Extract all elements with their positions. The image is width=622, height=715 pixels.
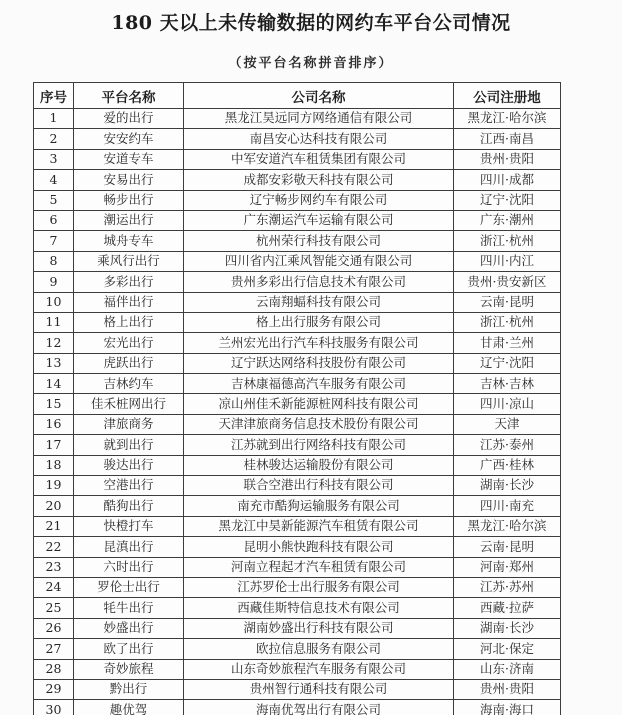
cell-platform: 安易出行 [74,170,184,190]
cell-no: 25 [34,598,74,618]
cell-no: 2 [34,129,74,149]
table-row [34,129,561,149]
cell-platform: 佳禾桩网出行 [74,394,184,414]
cell-no: 18 [34,455,74,475]
cell-company: 凉山州佳禾新能源桩网科技有限公司 [184,394,454,414]
cell-company: 南昌安心达科技有限公司 [184,129,454,149]
table-row [34,455,561,475]
table-row [34,210,561,230]
cell-platform: 津旅商务 [74,414,184,434]
cell-location: 广东·潮州 [454,210,561,230]
cell-location: 四川·成都 [454,170,561,190]
cell-no: 28 [34,659,74,679]
table-row [34,231,561,251]
column-header-location: 公司注册地 [454,83,561,109]
cell-platform: 就到出行 [74,435,184,455]
table-row [34,598,561,618]
cell-location: 江苏·泰州 [454,435,561,455]
table-row [34,251,561,271]
column-header-platform: 平台名称 [74,83,184,109]
cell-company: 联合空港出行科技有限公司 [184,476,454,496]
cell-location: 贵州·贵阳 [454,149,561,169]
cell-company: 桂林骏达运输股份有限公司 [184,455,454,475]
cell-company: 江苏就到出行网络科技有限公司 [184,435,454,455]
table-row [34,109,561,129]
cell-location: 辽宁·沈阳 [454,353,561,373]
cell-company: 云南翔蝠科技有限公司 [184,292,454,312]
cell-location: 江苏·苏州 [454,577,561,597]
cell-no: 26 [34,618,74,638]
cell-company: 南充市酷狗运输服务有限公司 [184,496,454,516]
table-row [34,149,561,169]
cell-location: 广西·桂林 [454,455,561,475]
cell-platform: 安安约车 [74,129,184,149]
table-row [34,618,561,638]
cell-location: 四川·凉山 [454,394,561,414]
cell-no: 14 [34,374,74,394]
cell-location: 河北·保定 [454,639,561,659]
cell-no: 19 [34,476,74,496]
table-row [34,700,561,715]
cell-location: 天津 [454,414,561,434]
cell-location: 辽宁·沈阳 [454,190,561,210]
cell-location: 甘肃·兰州 [454,333,561,353]
cell-location: 山东·济南 [454,659,561,679]
cell-location: 湖南·长沙 [454,618,561,638]
cell-location: 黑龙江·哈尔滨 [454,516,561,536]
table-header-row [34,83,561,109]
cell-no: 29 [34,679,74,699]
cell-location: 浙江·杭州 [454,231,561,251]
document-title: 180 天以上未传输数据的网约车平台公司情况 [111,12,511,34]
cell-platform: 黔出行 [74,679,184,699]
cell-no: 11 [34,312,74,332]
column-header-company: 公司名称 [184,83,454,109]
cell-platform: 爱的出行 [74,109,184,129]
cell-no: 12 [34,333,74,353]
cell-platform: 罗伦士出行 [74,577,184,597]
cell-no: 27 [34,639,74,659]
table-row [34,374,561,394]
cell-platform: 潮运出行 [74,210,184,230]
cell-platform: 骏达出行 [74,455,184,475]
cell-no: 30 [34,700,74,715]
cell-location: 海南·海口 [454,700,561,715]
cell-location: 贵州·贵阳 [454,679,561,699]
table-row [34,272,561,292]
table-row [34,557,561,577]
cell-platform: 空港出行 [74,476,184,496]
cell-no: 20 [34,496,74,516]
cell-location: 四川·南充 [454,496,561,516]
cell-no: 22 [34,537,74,557]
cell-company: 贵州智行通科技有限公司 [184,679,454,699]
cell-location: 黑龙江·哈尔滨 [454,109,561,129]
table-row [34,516,561,536]
platform-table [33,82,561,715]
cell-no: 7 [34,231,74,251]
table-row [34,394,561,414]
cell-no: 17 [34,435,74,455]
cell-platform: 安道专车 [74,149,184,169]
table-row [34,659,561,679]
cell-company: 江苏罗伦士出行服务有限公司 [184,577,454,597]
cell-location: 云南·昆明 [454,292,561,312]
cell-location: 吉林·吉林 [454,374,561,394]
table-row [34,639,561,659]
cell-company: 山东奇妙旅程汽车服务有限公司 [184,659,454,679]
cell-platform: 多彩出行 [74,272,184,292]
document-subtitle: （按平台名称拼音排序） [228,56,394,71]
cell-no: 4 [34,170,74,190]
cell-no: 10 [34,292,74,312]
cell-platform: 酷狗出行 [74,496,184,516]
cell-platform: 欧了出行 [74,639,184,659]
cell-company: 广东潮运汽车运输有限公司 [184,210,454,230]
cell-company: 成都安彩敬天科技有限公司 [184,170,454,190]
cell-no: 24 [34,577,74,597]
cell-location: 江西·南昌 [454,129,561,149]
table-row [34,333,561,353]
cell-platform: 吉林约车 [74,374,184,394]
cell-platform: 格上出行 [74,312,184,332]
cell-company: 河南立程起才汽车租赁有限公司 [184,557,454,577]
cell-location: 四川·内江 [454,251,561,271]
cell-platform: 虎跃出行 [74,353,184,373]
cell-no: 5 [34,190,74,210]
table-row [34,312,561,332]
cell-no: 9 [34,272,74,292]
cell-platform: 快橙打车 [74,516,184,536]
table-row [34,414,561,434]
cell-company: 辽宁畅步网约车有限公司 [184,190,454,210]
table-row [34,292,561,312]
table-row [34,679,561,699]
cell-no: 13 [34,353,74,373]
cell-platform: 昆滇出行 [74,537,184,557]
cell-company: 兰州宏光出行汽车科技服务有限公司 [184,333,454,353]
cell-no: 3 [34,149,74,169]
cell-platform: 城舟专车 [74,231,184,251]
cell-company: 黑龙江中昊新能源汽车租赁有限公司 [184,516,454,536]
cell-location: 河南·郑州 [454,557,561,577]
cell-location: 浙江·杭州 [454,312,561,332]
cell-platform: 畅步出行 [74,190,184,210]
cell-company: 海南优驾出行有限公司 [184,700,454,715]
cell-company: 辽宁跃达网络科技股份有限公司 [184,353,454,373]
cell-company: 四川省内江乘风智能交通有限公司 [184,251,454,271]
cell-no: 15 [34,394,74,414]
cell-company: 天津津旅商务信息技术股份有限公司 [184,414,454,434]
cell-no: 21 [34,516,74,536]
cell-platform: 宏光出行 [74,333,184,353]
cell-platform: 乘风行出行 [74,251,184,271]
table-row [34,537,561,557]
cell-company: 格上出行服务有限公司 [184,312,454,332]
cell-company: 吉林康福德高汽车服务有限公司 [184,374,454,394]
cell-platform: 六时出行 [74,557,184,577]
table-body [34,109,561,715]
cell-no: 6 [34,210,74,230]
cell-company: 贵州多彩出行信息技术有限公司 [184,272,454,292]
table-row [34,577,561,597]
cell-company: 湖南妙盛出行科技有限公司 [184,618,454,638]
cell-platform: 妙盛出行 [74,618,184,638]
cell-no: 16 [34,414,74,434]
table-row [34,190,561,210]
column-header-no: 序号 [34,83,74,109]
cell-company: 中军安道汽车租赁集团有限公司 [184,149,454,169]
cell-location: 贵州·贵安新区 [454,272,561,292]
cell-location: 湖南·长沙 [454,476,561,496]
cell-company: 西藏佳斯特信息技术有限公司 [184,598,454,618]
cell-company: 杭州荣行科技有限公司 [184,231,454,251]
cell-location: 西藏·拉萨 [454,598,561,618]
table-row [34,170,561,190]
cell-platform: 福伴出行 [74,292,184,312]
cell-platform: 奇妙旅程 [74,659,184,679]
cell-company: 欧拉信息服务有限公司 [184,639,454,659]
cell-platform: 牦牛出行 [74,598,184,618]
table-row [34,476,561,496]
cell-no: 23 [34,557,74,577]
table-row [34,435,561,455]
cell-company: 昆明小熊快跑科技有限公司 [184,537,454,557]
cell-location: 云南·昆明 [454,537,561,557]
cell-company: 黑龙江昊远同方网络通信有限公司 [184,109,454,129]
table-row [34,496,561,516]
cell-no: 1 [34,109,74,129]
cell-no: 8 [34,251,74,271]
cell-platform: 趣优驾 [74,700,184,715]
table-row [34,353,561,373]
